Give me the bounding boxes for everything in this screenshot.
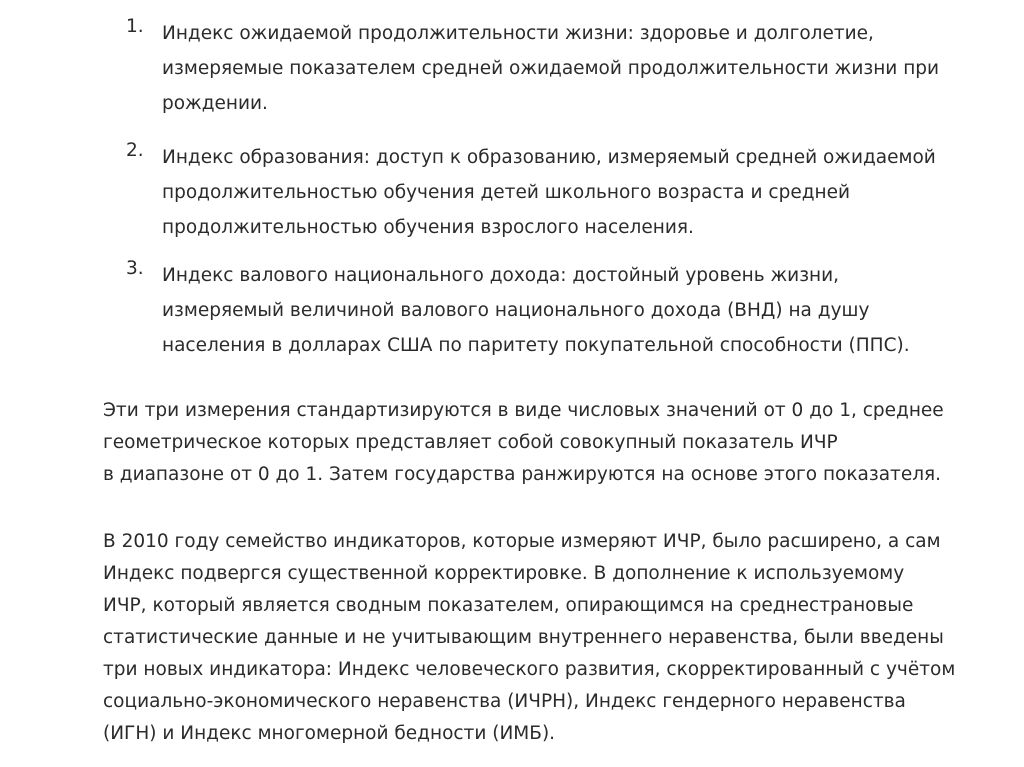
text-line: геометрическое которых представляет собой совокупный показатель ИЧР [103,432,838,453]
text-line: населения в долларах США по паритету покупательной способности (ППС). [162,335,910,356]
list-item-number: 3. [126,258,144,279]
list-item-text [162,258,992,363]
text-line: ИЧР, который является сводным показателем, опирающимся на среднестрановые [103,595,914,616]
text-line: измеряемый величиной валового национального дохода (ВНД) на душу [162,300,870,321]
paragraph-standardization [103,395,983,491]
text-line: (ИГН) и Индекс многомерной бедности (ИМБ). [103,723,556,744]
text-line: продолжительностью обучения детей школьного возраста и средней [162,182,851,203]
text-line: три новых индикатора: Индекс человеческого развития, скорректированный с учётом [103,659,956,680]
text-line: Индекс подвергся существенной корректировке. В дополнение к используемому [103,563,905,584]
text-line: статистические данные и не учитывающим внутреннего неравенства, были введены [103,627,944,648]
text-line: Индекс образования: доступ к образованию, измеряемый средней ожидаемой [162,147,936,168]
text-line: Индекс ожидаемой продолжительности жизни: здоровье и долголетие, [162,23,874,44]
text-line: Эти три измерения стандартизируются в виде числовых значений от 0 до 1, среднее [103,400,944,421]
list-item-text [162,140,992,245]
text-line: В 2010 году семейство индикаторов, которые измеряют ИЧР, было расширено, а сам [103,531,941,552]
list-item-number: 1. [126,16,144,37]
text-line: в диапазоне от 0 до 1. Затем государства ранжируются на основе этого показателя. [103,464,942,485]
text-line: социально-экономического неравенства (ИЧРН), Индекс гендерного неравенства [103,691,906,712]
text-line: измеряемые показателем средней ожидаемой продолжительности жизни при [162,58,940,79]
paragraph-2010-indicators [103,526,983,750]
text-line: рождении. [162,93,268,114]
list-item-text [162,16,992,121]
text-line: продолжительностью обучения взрослого населения. [162,217,694,238]
text-line: Индекс валового национального дохода: достойный уровень жизни, [162,265,840,286]
list-item-number: 2. [126,140,144,161]
